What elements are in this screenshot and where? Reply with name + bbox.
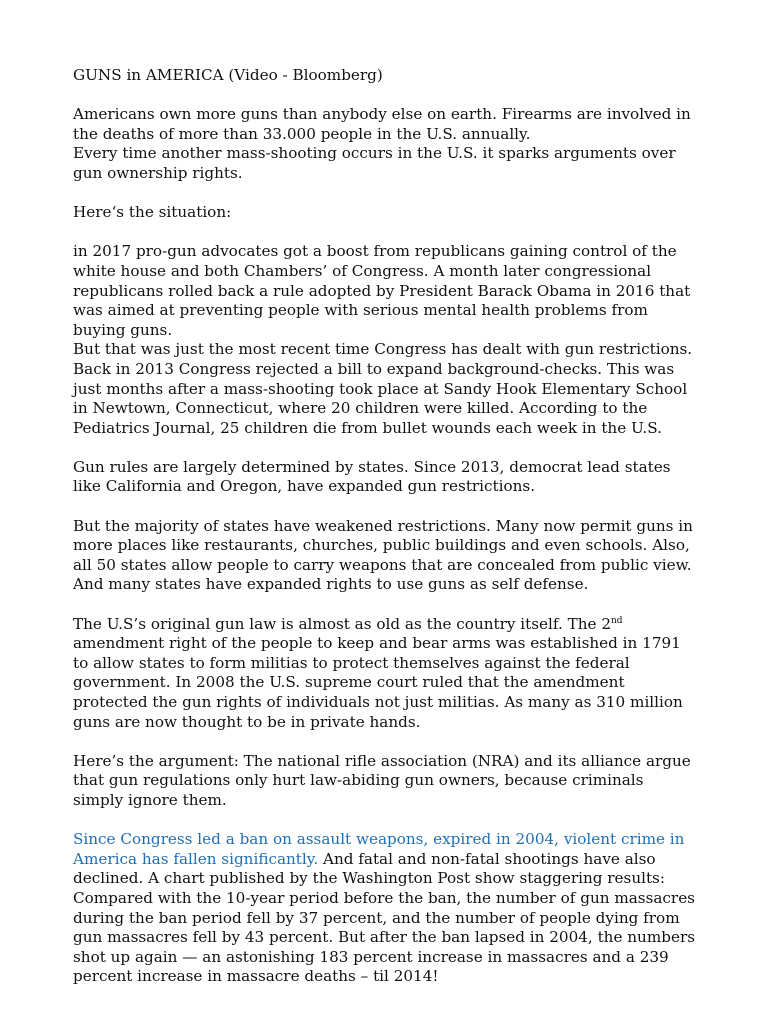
intro-paragraph-1: Americans own more guns than anybody else on earth. Firearms are involved in the deaths of more than 33.000 people in the U.S. annually.: [73, 105, 691, 143]
paragraph-2017: in 2017 pro-gun advocates got a boost from republicans gaining control of the white house and both Chambers’ of Congress. A month later congressional republicans rolled back a rule adopted by President Barack Obama in 2016 that was aimed at preventing people with serious mental health problems from buying guns.: [73, 242, 691, 339]
congress-block: [73, 242, 698, 438]
paragraph-ban: [73, 830, 698, 987]
paragraph-states: Gun rules are largely determined by states. Since 2013, democrat lead states like California and Oregon, have expanded gun restrictions.: [73, 457, 671, 496]
ban-hyperlink[interactable]: Since Congress led a ban on assault weapons, expired in 2004, violent crime in America has fallen significantly.: [73, 830, 685, 868]
intro-block: [73, 105, 698, 183]
gun-law-text-post: amendment right of the people to keep and bear arms was established in 1791 to allow states to form militias to protect themselves against the federal government. In 2008 the U.S. supreme court ruled that the amendment protected the gun rights of individuals not just militias. As many as 310 million guns are now thought to be in private hands.: [73, 634, 683, 731]
intro-paragraph-2: Every time another mass-shooting occurs in the U.S. it sparks arguments over gun ownership rights.: [73, 144, 676, 182]
paragraph-2013: But that was just the most recent time Congress has dealt with gun restrictions. Back in 2013 Congress rejected a bill to expand background-checks. This was just months after a mass-shooting took place at Sandy Hook Elementary School in Newtown, Connecticut, where 20 children were killed. According to the Pediatrics Journal, 25 children die from bullet wounds each week in the U.S.: [73, 340, 693, 437]
ban-text-rest: And fatal and non-fatal shootings have also declined. A chart published by the Washington Post show staggering results: Compared with the 10-year period before the ban, the number of gun massacres during the ban period fell by 37 percent, and the number of people dying from gun massacres fell by 43 percent. But after the ban lapsed in 2004, the numbers shot up again — an astonishing 183 percent increase in massacres and a 239 percent increase in massacre deaths – til 2014!: [73, 849, 696, 986]
paragraph-gun-law: [73, 615, 698, 733]
gun-law-text-pre: The U.S’s original gun law is almost as old as the country itself. The 2: [73, 614, 611, 633]
situation-heading: Here‘s the situation:: [73, 203, 232, 222]
ordinal-superscript: nd: [611, 615, 623, 626]
paragraph-argument: Here’s the argument: The national rifle association (NRA) and its alliance argue that gun regulations only hurt law-abiding gun owners, because criminals simply ignore them.: [73, 751, 691, 809]
paragraph-majority: But the majority of states have weakened restrictions. Many now permit guns in more places like restaurants, churches, public buildings and even schools. Also, all 50 states allow people to carry weapons that are concealed from public view. And many states have expanded rights to use guns as self defense.: [73, 516, 693, 594]
document-title: GUNS in AMERICA (Video - Bloomberg): [73, 66, 383, 84]
